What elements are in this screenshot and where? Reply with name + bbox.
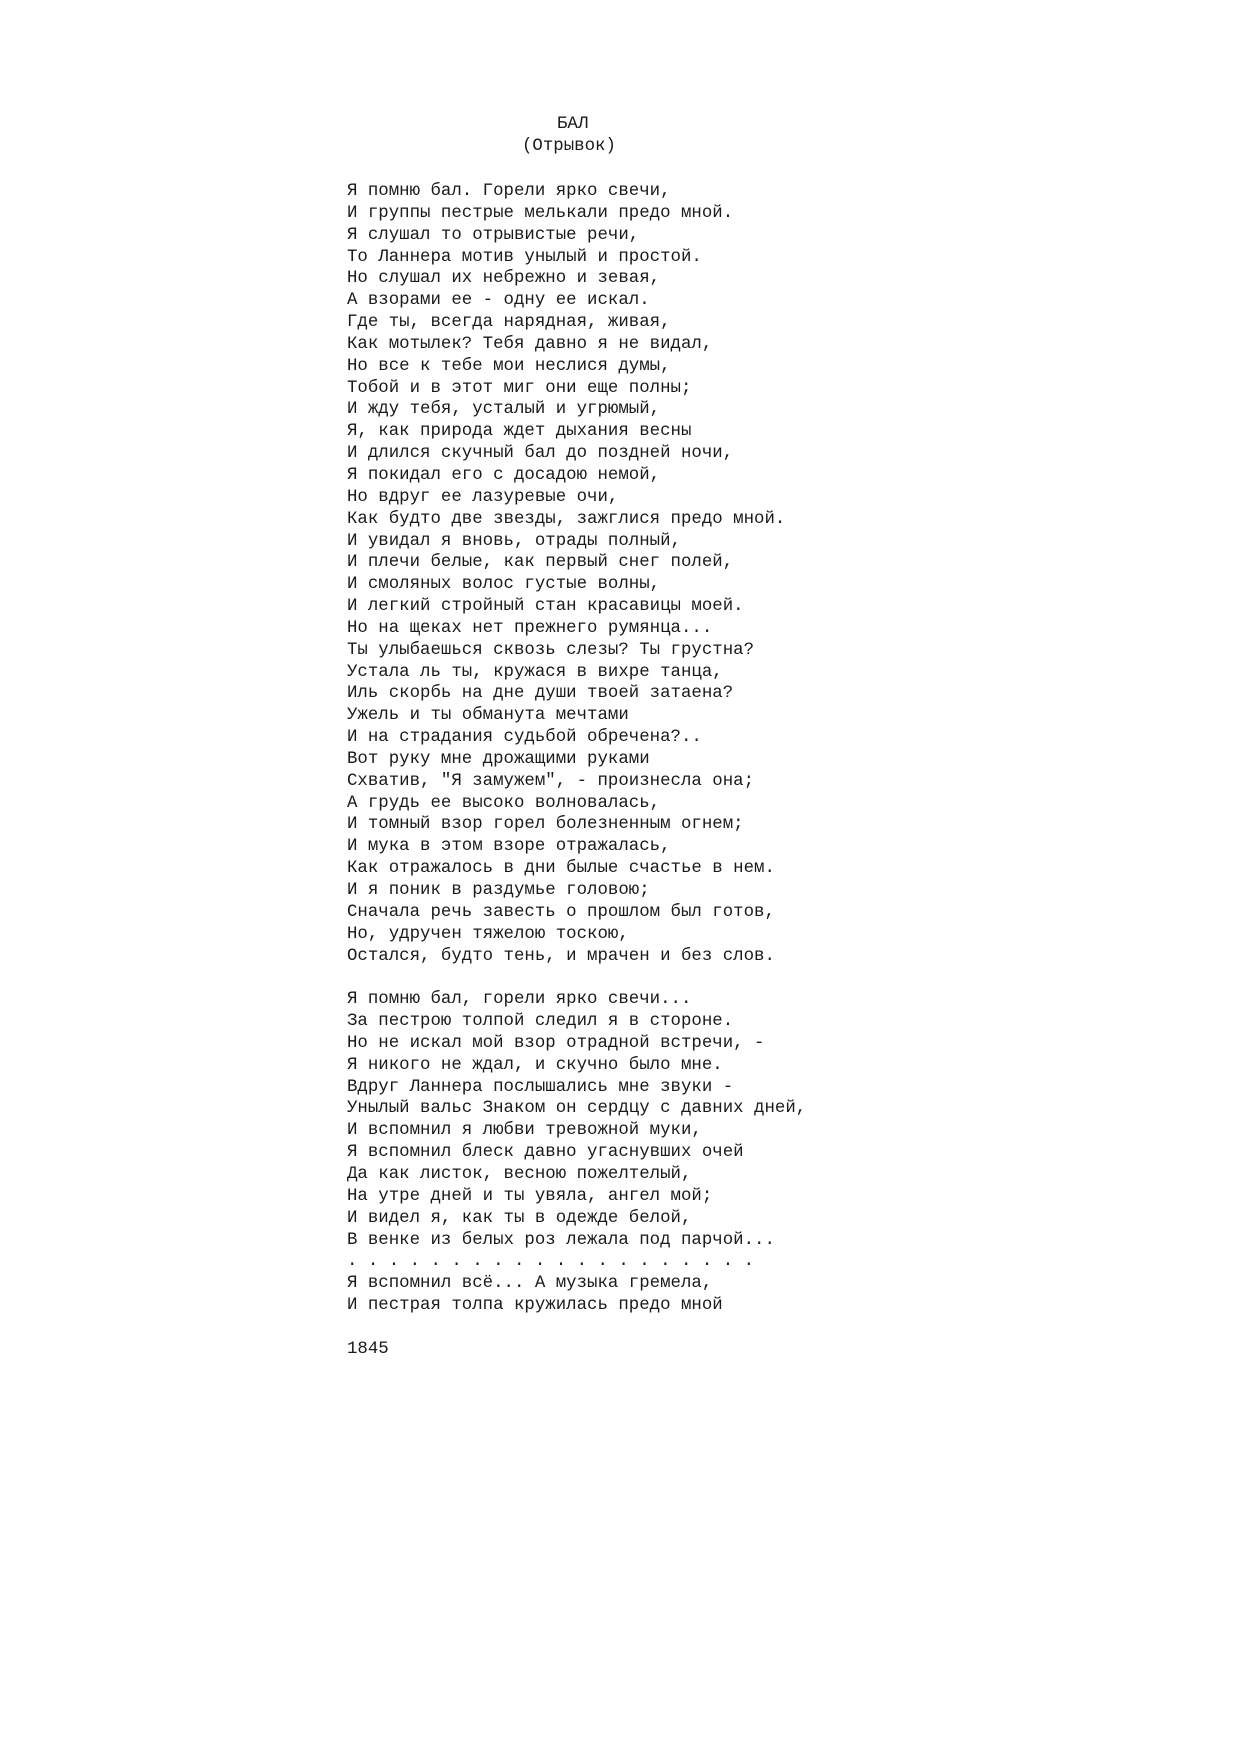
poem-line: В венке из белых роз лежала под парчой... [347, 1230, 775, 1250]
poem-line: И жду тебя, усталый и угрюмый, [347, 400, 661, 420]
poem-line: Ты улыбаешься сквозь слезы? Ты грустна? [347, 640, 755, 660]
poem-line: Как будто две звезды, зажглися предо мной. [347, 509, 786, 529]
poem-year: 1845 [347, 1339, 389, 1359]
poem-line: Где ты, всегда нарядная, живая, [347, 313, 671, 333]
poem-line: На утре дней и ты увяла, ангел мой; [347, 1186, 713, 1206]
poem-line: То Ланнера мотив унылый и простой. [347, 247, 702, 267]
poem-line: И на страдания судьбой обречена?.. [347, 728, 702, 748]
poem-line: Остался, будто тень, и мрачен и без слов. [347, 946, 775, 966]
poem-line: Иль скорбь на дне души твоей затаена? [347, 684, 734, 704]
poem-heading [0, 114, 1242, 157]
poem-line: И вспомнил я любви тревожной муки, [347, 1121, 702, 1141]
poem-line: Вдруг Ланнера послышались мне звуки - [347, 1077, 734, 1097]
poem-line: Я вспомнил всё... А музыка гремела, [347, 1274, 713, 1294]
poem-line: И мука в этом взоре отражалась, [347, 837, 671, 857]
poem-line: Как мотылек? Тебя давно я не видал, [347, 334, 713, 354]
poem-line: Я слушал то отрывистые речи, [347, 225, 640, 245]
poem-line: Но слушал их небрежно и зевая, [347, 269, 661, 289]
poem-line: Тобой и в этот миг они еще полны; [347, 378, 692, 398]
poem-line: Как отражалось в дни былые счастье в нем. [347, 859, 775, 879]
poem-line: Ужель и ты обманута мечтами [347, 706, 629, 726]
stanza-2 [347, 989, 806, 1317]
poem-line: И длился скучный бал до поздней ночи, [347, 444, 734, 464]
poem-line: И смоляных волос густые волны, [347, 575, 661, 595]
poem-line: Но, удручен тяжелою тоскою, [347, 924, 629, 944]
poem-line: И томный взор горел болезненным огнем; [347, 815, 744, 835]
poem-line: И плечи белые, как первый снег полей, [347, 553, 734, 573]
poem-line: И видел я, как ты в одежде белой, [347, 1208, 692, 1228]
poem-line: Я помню бал, горели ярко свечи... [347, 990, 692, 1010]
poem-line: Но все к тебе мои неслися думы, [347, 356, 671, 376]
poem-line: Вот руку мне дрожащими руками [347, 749, 650, 769]
poem-line: Я вспомнил блеск давно угаснувших очей [347, 1143, 744, 1163]
poem-line: Сначала речь завесть о прошлом был готов, [347, 902, 775, 922]
poem-line: А грудь ее высоко волновалась, [347, 793, 661, 813]
poem-line: Да как листок, весною пожелтелый, [347, 1164, 692, 1184]
poem-line: И пестрая толпа кружилась предо мной [347, 1296, 723, 1316]
poem-line: За пестрою толпой следил я в стороне. [347, 1012, 734, 1032]
poem-line: Устала ль ты, кружася в вихре танца, [347, 662, 723, 682]
poem-subtitle: (Отрывок) [522, 136, 616, 156]
poem-line: Я помню бал. Горели ярко свечи, [347, 182, 671, 201]
poem-line: И легкий стройный стан красавицы моей. [347, 597, 744, 617]
poem-line: Я покидал его с досадою немой, [347, 465, 661, 485]
poem-title: БАЛ [557, 115, 589, 134]
poem-line: Унылый вальс Знаком он сердцу с давних дней, [347, 1099, 807, 1119]
poem-line: Но не искал мой взор отрадной встречи, - [347, 1033, 765, 1053]
poem-line: Но вдруг ее лазуревые очи, [347, 487, 619, 507]
poem-line: Схватив, "Я замужем", - произнесла она; [347, 771, 755, 791]
poem-line: Но на щеках нет прежнего румянца... [347, 618, 713, 638]
poem-line: Я, как природа ждет дыхания весны [347, 422, 692, 442]
poem-line: Я никого не ждал, и скучно было мне. [347, 1055, 723, 1075]
stanza-1 [347, 181, 806, 967]
poem-line: И группы пестрые мелькали предо мной. [347, 203, 734, 223]
poem-line: . . . . . . . . . . . . . . . . . . . . [347, 1252, 755, 1272]
poem-line: И увидал я вновь, отрады полный, [347, 531, 681, 551]
poem-line: А взорами ее - одну ее искал. [347, 291, 650, 311]
poem-body [347, 181, 806, 1361]
poem-line: И я поник в раздумье головою; [347, 881, 650, 900]
